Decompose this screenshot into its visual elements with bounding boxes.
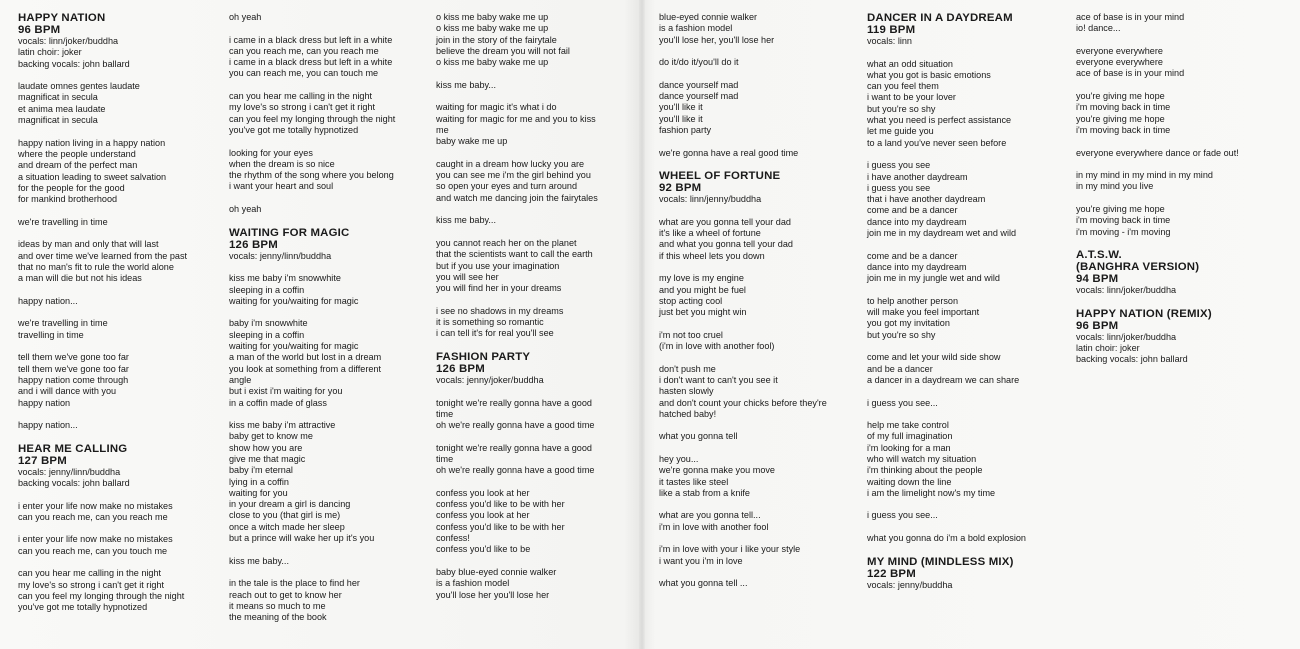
song-title: WAITING FOR MAGIC [229, 226, 350, 239]
lyric-line: you're giving me hope [1076, 204, 1165, 215]
stanza-gap [1076, 238, 1276, 249]
song-bpm: 96 BPM [1076, 319, 1119, 332]
lyric-line: so open your eyes and turn around [436, 181, 578, 192]
stanza-gap [229, 262, 429, 273]
lyric-line: et anima mea laudate [18, 103, 106, 114]
stanza-gap [659, 262, 859, 273]
lyric-line: vocals: linn [867, 36, 912, 46]
lyric-line: waiting for magic it's what i do [436, 102, 557, 113]
lyric-line: once a witch made her sleep [229, 521, 345, 532]
lyric-line: a dancer in a daydream we can share [867, 374, 1020, 385]
lyric-line: looking for your eyes [229, 147, 313, 158]
lyric-line: dance yourself mad [659, 91, 739, 102]
lyric-line: come and be a dancer [867, 205, 958, 216]
lyric-line: caught in a dream how lucky you are [436, 158, 585, 169]
lyric-line: i enter your life now make no mistakes [18, 534, 173, 545]
lyric-line: dance into my daydream [867, 216, 967, 227]
lyric-line: time [436, 408, 454, 419]
lyric-line: magnificat in secula [18, 115, 98, 126]
stanza-gap [1076, 297, 1276, 308]
stanza-gap [18, 285, 218, 296]
lyric-line: kiss me baby... [436, 215, 496, 226]
lyric-line: i want your heart and soul [229, 181, 334, 192]
lyric-line: oh yeah [229, 12, 262, 22]
lyric-line: vocals: jenny/buddha [867, 579, 953, 590]
lyric-line: my love's so strong i can't get it right [229, 102, 376, 113]
lyric-line: sleeping in a coffin [229, 284, 305, 295]
lyric-line: you can see me i'm the girl behind you [436, 170, 591, 181]
lyric-line: confess you'd like to be with her [436, 521, 565, 532]
stanza-gap [18, 205, 218, 216]
lyric-line: a situation leading to sweet salvation [18, 171, 167, 182]
lyric-line: latin choir: joker [18, 47, 82, 58]
lyric-line: time [436, 453, 454, 464]
stanza-gap [229, 544, 429, 555]
lyric-line: when the dream is so nice [229, 158, 335, 169]
lyric-line: like a stab from a knife [659, 487, 750, 498]
lyric-line: you will find her in your dreams [436, 283, 562, 294]
lyric-line: o kiss me baby wake me up [436, 57, 549, 68]
lyric-line: fashion party [659, 124, 712, 135]
stanza-gap [1076, 136, 1276, 147]
lyric-line: travelling in time [18, 329, 84, 340]
lyric-line: in a coffin made of glass [229, 397, 327, 408]
lyric-line: for the people for the good [18, 182, 125, 193]
song-title: A.T.S.W. [1076, 249, 1122, 262]
song-title: MY MIND (MINDLESS MIX) [867, 555, 1014, 568]
lyric-line: waiting for magic for me and you to kiss [436, 113, 596, 124]
stanza-gap [18, 557, 218, 568]
stanza-gap [659, 533, 859, 544]
lyric-line: but if you use your imagination [436, 260, 560, 271]
stanza-gap [18, 126, 218, 137]
stanza-gap [18, 431, 218, 442]
lyric-line: can you feel my longing through the night [229, 113, 396, 124]
song-bpm: 126 BPM [436, 362, 485, 375]
lyric-line: everyone everywhere dance or fade out! [1076, 147, 1239, 158]
lyric-line: io! dance... [1076, 23, 1121, 34]
lyric-line: it is something so romantic [436, 317, 544, 328]
lyric-line: oh we're really gonna have a good time [436, 420, 595, 431]
stanza-gap [436, 340, 636, 351]
lyric-line: what you gonna tell [659, 431, 738, 442]
lyric-line: if this wheel lets you down [659, 250, 765, 261]
stanza-gap [436, 477, 636, 488]
lyric-line: i guess you see [867, 182, 931, 193]
stanza-gap [229, 215, 429, 226]
lyric-line: vocals: linn/joker/buddha [1076, 285, 1177, 296]
lyric-line: i guess you see... [867, 510, 938, 521]
lyric-line: happy nation living in a happy nation [18, 137, 166, 148]
lyric-line: i'm moving back in time [1076, 124, 1171, 135]
lyric-line: you can reach me, you can touch me [229, 68, 379, 79]
lyric-line: but you're so shy [867, 329, 936, 340]
page-fold-seam [639, 0, 645, 649]
lyric-line: you've got me totally hypnotized [229, 124, 359, 135]
lyric-line: o kiss me baby wake me up [436, 12, 549, 22]
lyric-line: i can tell it's for real you'll see [436, 328, 554, 339]
song-bpm: 126 BPM [229, 238, 278, 251]
lyric-line: don't push me [659, 363, 716, 374]
lyric-line: what an odd situation [867, 58, 953, 69]
lyric-line: what you got is basic emotions [867, 69, 991, 80]
lyric-line: i guess you see... [867, 397, 938, 408]
lyric-line: i'm not too cruel [659, 329, 723, 340]
lyric-line: waiting down the line [867, 476, 952, 487]
lyric-line: ace of base is in your mind [1076, 12, 1185, 22]
stanza-gap [436, 556, 636, 567]
lyric-line: believe the dream you will not fail [436, 45, 570, 56]
lyric-line: what you gonna do i'm a bold explosion [867, 533, 1026, 544]
stanza-gap [867, 499, 1067, 510]
lyric-line: oh yeah [229, 204, 262, 215]
stanza-gap [867, 409, 1067, 420]
lyric-line: we're travelling in time [18, 216, 108, 227]
lyric-line: laudate omnes gentes laudate [18, 81, 140, 92]
stanza-gap [18, 523, 218, 534]
lyric-line: where the people understand [18, 148, 136, 159]
stanza-gap [436, 148, 636, 159]
lyric-line: and i will dance with you [18, 386, 117, 397]
song-title: WHEEL OF FORTUNE [659, 170, 781, 183]
lyric-line: backing vocals: john ballard [18, 58, 130, 69]
song-title: FASHION PARTY [436, 350, 531, 363]
lyric-line: waiting for you/waiting for magic [229, 295, 359, 306]
song-bpm: 96 BPM [18, 24, 61, 36]
stanza-gap [18, 341, 218, 352]
lyric-line: sleeping in a coffin [229, 329, 305, 340]
lyric-line: i'm moving back in time [1076, 215, 1171, 226]
lyric-line: kiss me baby i'm attractive [229, 420, 336, 431]
stanza-gap [867, 239, 1067, 250]
stanza-gap [1076, 35, 1276, 46]
song-title: HEAR ME CALLING [18, 442, 128, 455]
lyric-line: and be a dancer [867, 363, 933, 374]
lyric-line: everyone everywhere [1076, 45, 1163, 56]
lyric-line: you got my invitation [867, 318, 950, 329]
lyric-line: we're gonna have a real good time [659, 147, 799, 158]
lyric-line: just bet you might win [659, 307, 747, 318]
lyric-line: vocals: linn/jenny/buddha [659, 194, 762, 205]
stanza-gap [867, 386, 1067, 397]
lyric-line: baby get to know me [229, 431, 313, 442]
song-title: HAPPY NATION (REMIX) [1076, 307, 1212, 320]
lyric-line: i'm in love with your i like your style [659, 544, 801, 555]
lyric-line: what you need is perfect assistance [867, 115, 1012, 126]
lyric-line: that the scientists want to call the earth [436, 249, 593, 260]
stanza-gap [229, 409, 429, 420]
lyric-line: join me in my daydream wet and wild [867, 228, 1017, 239]
lyric-line: backing vocals: john ballard [1076, 354, 1188, 365]
lyric-line: tonight we're really gonna have a good [436, 397, 592, 408]
lyric-line: vocals: linn/joker/buddha [1076, 331, 1177, 342]
lyric-line: kiss me baby... [436, 79, 496, 90]
stanza-gap [436, 386, 636, 397]
lyric-line: happy nation... [18, 420, 78, 431]
lyric-line: is a fashion model [436, 578, 510, 589]
lyric-line: can you reach me, can you reach me [18, 511, 168, 522]
stanza-gap [867, 47, 1067, 58]
lyric-line: you're giving me hope [1076, 91, 1165, 102]
lyric-line: ideas by man and only that will last [18, 239, 159, 250]
lyric-line: confess you look at her [436, 510, 530, 521]
stanza-gap [659, 443, 859, 454]
lyric-line: we're travelling in time [18, 318, 108, 329]
lyric-line: me [436, 124, 449, 135]
lyric-line: i see no shadows in my dreams [436, 305, 564, 316]
lyrics-column-2 [229, 12, 429, 623]
lyric-line: latin choir: joker [1076, 343, 1140, 354]
lyric-line: can you hear me calling in the night [229, 91, 373, 102]
lyric-line: baby blue-eyed connie walker [436, 566, 557, 577]
lyric-line: reach out to get to know her [229, 589, 342, 600]
lyric-line: i am the limelight now's my time [867, 487, 996, 498]
lyric-line: i'm in love with another fool [659, 521, 769, 532]
lyric-line: and you might be fuel [659, 284, 746, 295]
stanza-gap [229, 80, 429, 91]
lyric-line: o kiss me baby wake me up [436, 23, 549, 34]
lyric-line: baby i'm eternal [229, 465, 293, 476]
lyric-line: it means so much to me [229, 600, 326, 611]
lyric-line: i'm looking for a man [867, 442, 951, 453]
lyric-line: but you're so shy [867, 103, 936, 114]
lyric-line: can you reach me, can you touch me [18, 545, 168, 556]
lyric-line: can you feel them [867, 81, 939, 92]
lyric-line: you're giving me hope [1076, 113, 1165, 124]
lyric-line: i have another daydream [867, 171, 968, 182]
lyric-line: backing vocals: john ballard [18, 477, 130, 488]
lyric-line: that i have another daydream [867, 194, 986, 205]
lyrics-column-4 [659, 12, 859, 590]
song-title: DANCER IN A DAYDREAM [867, 12, 1013, 24]
stanza-gap [659, 420, 859, 431]
lyric-line: baby wake me up [436, 136, 508, 147]
lyric-line: hatched baby! [659, 408, 717, 419]
lyric-line: i'm moving back in time [1076, 102, 1171, 113]
lyric-line: my love's so strong i can't get it right [18, 579, 165, 590]
stanza-gap [1076, 193, 1276, 204]
lyric-line: the rhythm of the song where you belong [229, 170, 394, 181]
stanza-gap [436, 91, 636, 102]
stanza-gap [229, 136, 429, 147]
lyric-line: lying in a coffin [229, 476, 289, 487]
lyric-line: can you feel my longing through the night [18, 590, 185, 601]
lyrics-column-1 [18, 12, 218, 614]
song-bpm: 94 BPM [1076, 273, 1119, 286]
stanza-gap [867, 341, 1067, 352]
lyric-line: i don't want to can't you see it [659, 374, 778, 385]
lyrics-column-3 [436, 12, 636, 601]
lyric-line: tell them we've gone too far [18, 363, 129, 374]
stanza-gap [659, 352, 859, 363]
song-title: HAPPY NATION [18, 12, 106, 24]
lyric-line: you cannot reach her on the planet [436, 237, 577, 248]
lyric-line: stop acting cool [659, 295, 723, 306]
stanza-gap [659, 499, 859, 510]
lyric-line: you've got me totally hypnotized [18, 602, 148, 613]
lyric-line: join me in my jungle wet and wild [867, 273, 1000, 284]
lyric-line: of my full imagination [867, 431, 953, 442]
stanza-gap [436, 431, 636, 442]
lyric-line: who will watch my situation [867, 453, 977, 464]
lyric-line: i'm moving - i'm moving [1076, 226, 1171, 237]
lyric-line: in the tale is the place to find her [229, 578, 360, 589]
lyric-line: confess! [436, 533, 470, 544]
lyric-line: ace of base is in your mind [1076, 68, 1185, 79]
stanza-gap [229, 23, 429, 34]
lyric-line: i enter your life now make no mistakes [18, 500, 173, 511]
lyric-line: give me that magic [229, 453, 306, 464]
lyric-line: to help another person [867, 295, 959, 306]
lyric-line: vocals: jenny/linn/buddha [18, 466, 121, 477]
lyrics-column-5 [867, 12, 1067, 591]
lyric-line: can you reach me, can you reach me [229, 45, 379, 56]
lyric-line: you'll like it [659, 102, 703, 113]
stanza-gap [659, 159, 859, 170]
lyric-line: but a prince will wake her up it's you [229, 533, 375, 544]
lyric-line: angle [229, 374, 252, 385]
lyric-line: you'll lose her, you'll lose her [659, 34, 775, 45]
lyric-line: let me guide you [867, 126, 934, 137]
lyric-line: in my mind you live [1076, 181, 1154, 192]
lyric-line: waiting for you/waiting for magic [229, 341, 359, 352]
stanza-gap [229, 193, 429, 204]
lyric-line: (i'm in love with another fool) [659, 341, 775, 352]
stanza-gap [659, 567, 859, 578]
lyric-line: what are you gonna tell your dad [659, 216, 791, 227]
lyric-line: kiss me baby... [229, 555, 289, 566]
lyric-line: confess you look at her [436, 487, 530, 498]
lyric-line: confess you'd like to be [436, 544, 531, 555]
lyric-line: will make you feel important [867, 307, 980, 318]
lyric-line: happy nation come through [18, 374, 129, 385]
lyric-line: come and be a dancer [867, 250, 958, 261]
stanza-gap [659, 205, 859, 216]
song-bpm: 92 BPM [659, 182, 702, 195]
lyric-line: and watch me dancing join the fairytales [436, 192, 598, 203]
stanza-gap [18, 489, 218, 500]
lyric-line: do it/do it/you'll do it [659, 57, 739, 68]
lyric-line: you'll lose her you'll lose her [436, 589, 550, 600]
lyric-line: kiss me baby i'm snowwhite [229, 273, 341, 284]
stanza-gap [659, 68, 859, 79]
lyric-line: it's like a wheel of fortune [659, 228, 761, 239]
lyric-line: confess you'd like to be with her [436, 499, 565, 510]
lyric-line: in your dream a girl is dancing [229, 499, 351, 510]
stanza-gap [229, 567, 429, 578]
lyric-line: that no man's fit to rule the world alone [18, 261, 174, 272]
song-title: (BANGHRA VERSION) [1076, 261, 1200, 274]
lyric-line: we're gonna make you move [659, 465, 775, 476]
lyric-line: happy nation [18, 397, 71, 408]
lyric-line: vocals: jenny/linn/buddha [229, 250, 332, 261]
lyric-line: you look at something from a different [229, 363, 381, 374]
lyric-line: magnificat in secula [18, 92, 98, 103]
stanza-gap [18, 228, 218, 239]
lyric-line: i'm thinking about the people [867, 465, 983, 476]
lyric-line: close to you (that girl is me) [229, 510, 341, 521]
stanza-gap [867, 544, 1067, 555]
lyric-line: blue-eyed connie walker [659, 12, 758, 22]
stanza-gap [229, 307, 429, 318]
stanza-gap [436, 227, 636, 238]
lyric-line: and dream of the perfect man [18, 160, 138, 171]
stanza-gap [436, 204, 636, 215]
lyric-line: come and let your wild side show [867, 352, 1001, 363]
lyric-line: i want to be your lover [867, 92, 956, 103]
lyric-line: a man will die but not his ideas [18, 273, 142, 284]
lyric-line: it tastes like steel [659, 476, 729, 487]
lyric-line: and don't count your chicks before they're [659, 397, 827, 408]
lyric-line: vocals: jenny/joker/buddha [436, 374, 544, 385]
stanza-gap [867, 522, 1067, 533]
lyric-line: waiting for you [229, 487, 288, 498]
stanza-gap [1076, 159, 1276, 170]
lyric-line: dance yourself mad [659, 79, 739, 90]
lyric-line: hasten slowly [659, 386, 714, 397]
lyric-line: a man of the world but lost in a dream [229, 352, 382, 363]
stanza-gap [18, 70, 218, 81]
lyric-line: in my mind in my mind in my mind [1076, 170, 1213, 181]
stanza-gap [436, 294, 636, 305]
lyric-line: i came in a black dress but left in a white [229, 34, 393, 45]
lyric-line: hey you... [659, 453, 699, 464]
stanza-gap [659, 318, 859, 329]
stanza-gap [18, 307, 218, 318]
lyric-line: help me take control [867, 420, 949, 431]
lyric-line: tell them we've gone too far [18, 352, 129, 363]
lyric-line: everyone everywhere [1076, 57, 1163, 68]
lyric-line: tonight we're really gonna have a good [436, 442, 592, 453]
stanza-gap [867, 149, 1067, 160]
lyric-line: what you gonna tell ... [659, 578, 748, 589]
lyric-line: baby i'm snowwhite [229, 318, 308, 329]
lyric-line: dance into my daydream [867, 261, 967, 272]
stanza-gap [659, 46, 859, 57]
lyric-line: is a fashion model [659, 23, 733, 34]
lyric-line: i guess you see [867, 160, 931, 171]
lyrics-column-6 [1076, 12, 1276, 366]
lyric-line: the meaning of the book [229, 612, 327, 623]
lyric-line: i want you i'm in love [659, 555, 743, 566]
lyric-line: for mankind brotherhood [18, 194, 118, 205]
lyric-line: you'll like it [659, 113, 703, 124]
lyric-line: and what you gonna tell your dad [659, 239, 793, 250]
stanza-gap [18, 409, 218, 420]
lyric-line: join in the story of the fairytale [436, 34, 557, 45]
lyric-line: what are you gonna tell... [659, 510, 761, 521]
lyric-line: i came in a black dress but left in a white [229, 57, 393, 68]
lyric-line: you will see her [436, 271, 499, 282]
stanza-gap [436, 68, 636, 79]
lyric-line: my love is my engine [659, 273, 744, 284]
stanza-gap [1076, 80, 1276, 91]
lyric-line: can you hear me calling in the night [18, 568, 162, 579]
stanza-gap [659, 136, 859, 147]
lyric-line: oh we're really gonna have a good time [436, 465, 595, 476]
song-bpm: 122 BPM [867, 567, 916, 580]
song-bpm: 127 BPM [18, 454, 67, 467]
stanza-gap [867, 285, 1067, 296]
lyric-line: but i exist i'm waiting for you [229, 386, 343, 397]
lyric-line: show how you are [229, 442, 303, 453]
song-bpm: 119 BPM [867, 24, 916, 36]
lyric-line: vocals: linn/joker/buddha [18, 36, 119, 46]
lyric-line: happy nation... [18, 295, 78, 306]
lyric-line: and over time we've learned from the past [18, 250, 188, 261]
lyric-line: to a land you've never seen before [867, 137, 1007, 148]
